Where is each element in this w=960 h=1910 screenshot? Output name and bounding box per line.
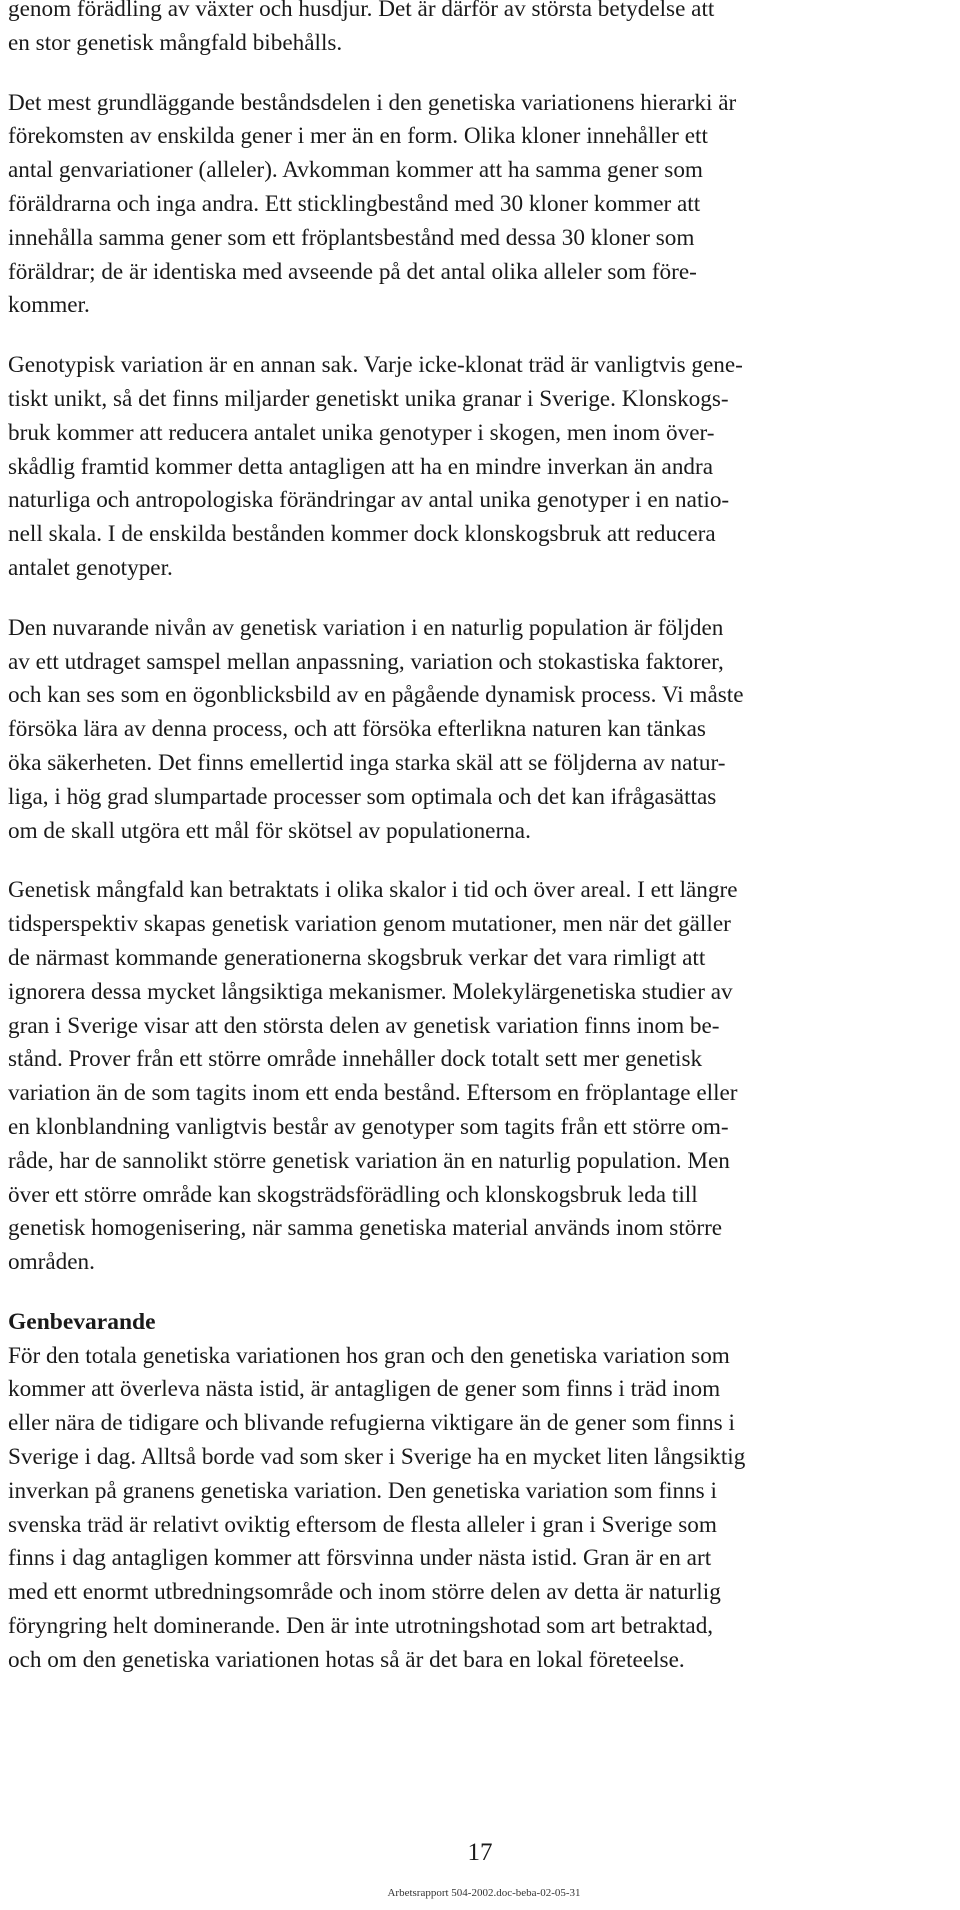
page-number: 17 [467,1839,493,1866]
paragraph-scales: Genetisk mångfald kan betraktats i olika skalor i tid och över areal. I ett längre tidsperspektiv skapas genetisk variation genom mutationer, men när det gäller de närmast kommande generationerna skogsbruk verkar det vara rimligt att ignorera dessa mycket långsiktiga mekanismer. Molekylärgenetiska studier av gran i Sverige visar att den största delen av genetisk variation finns inom be- stånd. Prover från ett större område innehåller dock totalt sett mer genetisk variation än de som tagits inom ett enda bestånd. Eftersom en fröplantage eller en klonblandning vanligtvis består av genotyper som tagits från ett större om- råde, har de sannolikt större genetisk variation än en naturlig population. Men över ett större område kan skogsträdsförädling och klonskogsbruk leda till genetisk homogenisering, när samma genetiska material används inom större områden. [8,877,738,1276]
paragraph-intro-continuation: genom förädling av växter och husdjur. Det är därför av största betydelse att en stor genetisk mångfald bibehålls. [8,0,715,56]
paragraph-genotypic-variation: Genotypisk variation är en annan sak. Varje icke-klonat träd är vanligtvis gene- tiskt unikt, så det finns miljarder genetiskt unika granar i Sverige. Klonskogs- bruk kommer att reducera antalet unika genotyper i skogen, men inom över- skådlig framtid kommer detta antagligen att ha en mindre inverkan än andra naturliga och antropologiska förändringar av antal unika genotyper i en natio- nell skala. I de enskilda bestånden kommer dock klonskogsbruk att reducera antalet genotyper. [8,352,743,581]
body-text [8,0,948,1704]
paragraph-natural-population: Den nuvarande nivån av genetisk variation i en naturlig population är följden av ett utdraget samspel mellan anpassning, variation och stokastiska faktorer, och kan ses som en ögonblicksbild av en pågående dynamisk process. Vi måste försöka lära av denna process, och att försöka efterlikna naturen kan tänkas öka säkerheten. Det finns emellertid inga starka skäl att se följderna av natur- liga, i hög grad slumpartade processer som optimala och det kan ifrågasättas om de skall utgöra ett mål för skötsel av populationerna. [8,614,744,844]
paragraph-gene-hierarchy: Det mest grundläggande beståndsdelen i den genetiska variationens hierarki är förekomsten av enskilda gener i mer än en form. Olika kloner innehåller ett antal genvariationer (alleler). Avkomman kommer att ha samma gener som föräldrarna och inga andra. Ett sticklingbestånd med 30 kloner kommer att innehålla samma gener som ett fröplantsbestånd med dessa 30 kloner som föräldrar; de är identiska med avseende på det antal olika alleler som före- kommer. [8,89,737,319]
paragraph-gene-conservation: För den totala genetiska variationen hos gran och den genetiska variation som kommer att överleva nästa istid, är antagligen de gener som finns i träd inom eller nära de tidigare och blivande refugierna viktigare än de gener som finns i Sverige i dag. Alltså borde vad som sker i Sverige ha en mycket liten långsiktig inverkan på granens genetiska variation. Den genetiska variation som finns i svenska träd är relativt oviktig eftersom de flesta alleler i gran i Sverige som finns i dag antagligen kommer att försvinna under nästa istid. Gran är en art med ett enormt utbredningsområde och inom större delen av detta är naturlig föryngring helt dominerande. Den är inte utrotningshotad som art betraktad, och om den genetiska variationen hotas så är det bara en lokal företeelse. [8,1342,746,1673]
section-heading: Genbevarande [8,1308,156,1335]
document-reference: Arbetsrapport 504-2002.doc-beba-02-05-31 [387,1887,581,1899]
